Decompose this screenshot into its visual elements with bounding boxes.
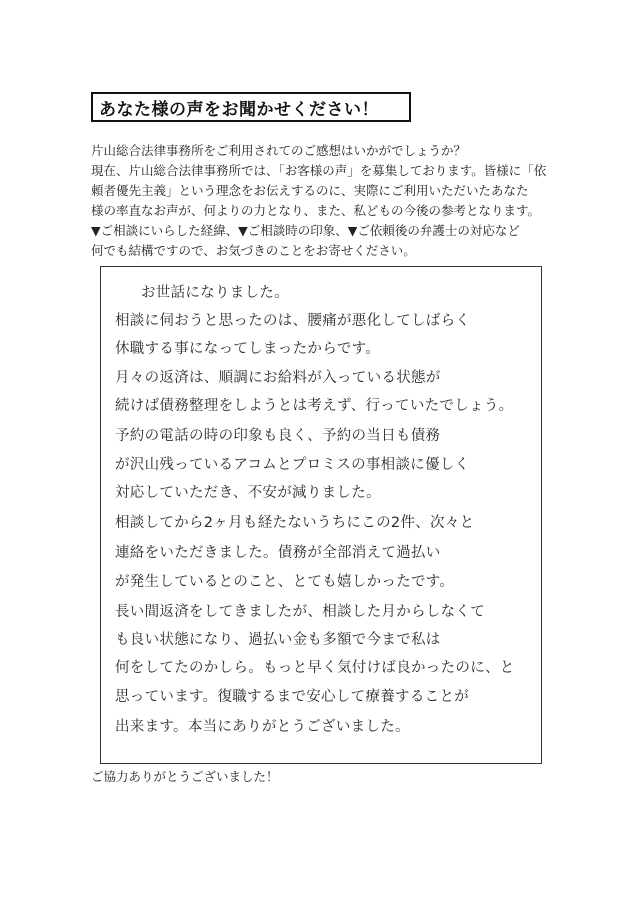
intro-text — [91, 141, 561, 261]
letter-line: 対応していただき、不安が減りました。 — [115, 485, 381, 501]
letter-line: お世話になりました。 — [141, 285, 289, 301]
letter-line: も良い状態になり、過払い金も多額で今まで私は — [115, 632, 441, 648]
closing-thanks: ご協力ありがとうございました！ — [91, 769, 279, 784]
letter-line: 長い間返済をしてきましたが、相談した月からしなくて — [115, 604, 485, 620]
intro-line: 現在、片山総合法律事務所では、「お客様の声」を募集しております。皆様に「依 — [91, 163, 547, 178]
letter-line: 休職する事になってしまったからです。 — [115, 341, 381, 357]
intro-line: 片山総合法律事務所をご利用されてのご感想はいかがでしょうか？ — [91, 143, 467, 158]
letter-line: 相談してから2ヶ月も経たないうちにこの2件、次々と — [115, 515, 475, 531]
letter-line: 思っています。復職するまで安心して療養することが — [115, 689, 470, 705]
letter-line: が発生しているとのこと、とても嬉しかったです。 — [115, 574, 455, 590]
intro-line: 何でも結構ですので、お気づきのことをお寄せください。 — [91, 243, 416, 258]
letter-line: 続けば債務整理をしようとは考えず、行っていたでしょう。 — [115, 398, 514, 414]
title-box — [91, 92, 411, 122]
letter-line: が沢山残っているアコムとプロミスの事相談に優しく — [115, 457, 470, 473]
handwritten-letter-box — [100, 266, 542, 764]
intro-line: ▼ご相談にいらした経緯、▼ご相談時の印象、▼ご依頼後の弁護士の対応など — [91, 223, 520, 238]
letter-line: 出来ます。本当にありがとうございました。 — [115, 719, 410, 735]
intro-line: 様の率直なお声が、何よりの力となり、また、私どもの今後の参考となります。 — [91, 203, 541, 218]
page-title: あなた様の声をお聞かせください！ — [99, 99, 379, 120]
letter-line: 何をしてたのかしら。もっと早く気付けば良かったのに、と — [115, 660, 515, 676]
letter-line: 連絡をいただきました。債務が全部消えて過払い — [115, 545, 441, 561]
intro-line: 頼者優先主義」という理念をお伝えするのに、実際にご利用いただいたあなた — [91, 183, 529, 198]
letter-line: 予約の電話の時の印象も良く、予約の当日も債務 — [115, 428, 441, 444]
letter-line: 相談に伺おうと思ったのは、腰痛が悪化してしばらく — [115, 313, 471, 329]
letter-line: 月々の返済は、順調にお給料が入っている状態が — [115, 370, 441, 386]
